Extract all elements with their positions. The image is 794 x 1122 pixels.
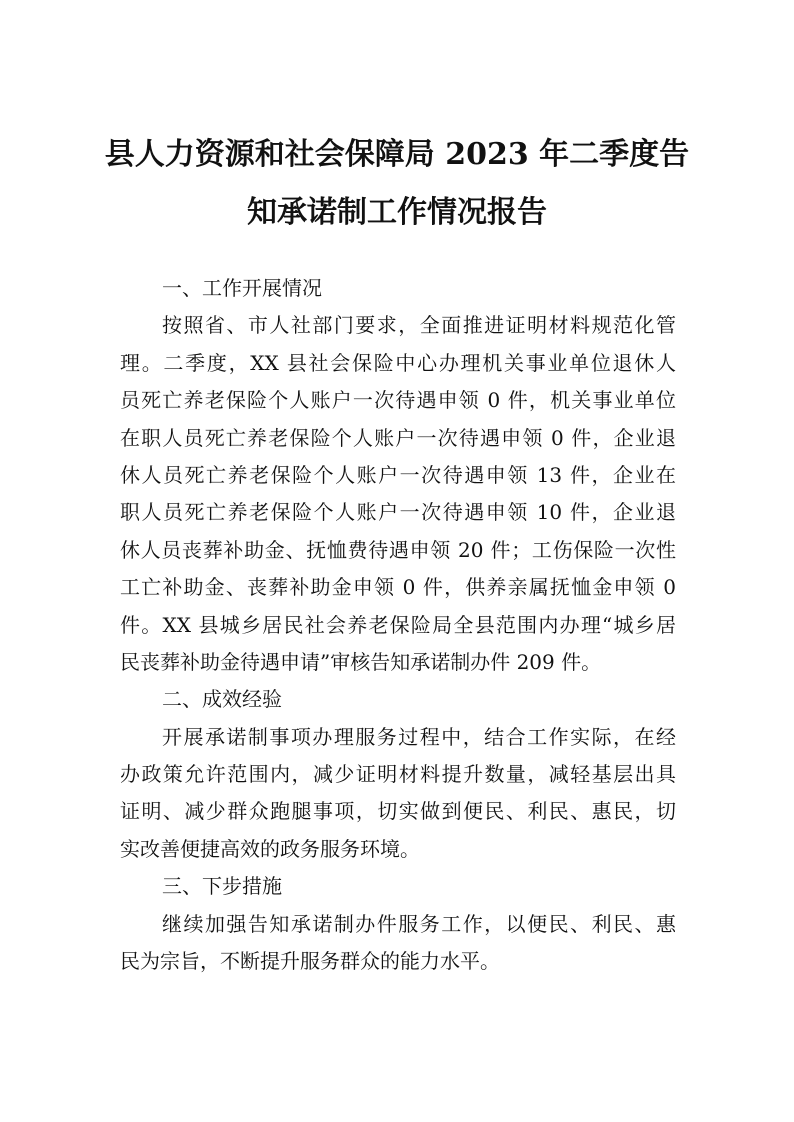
paragraph-line: 理。二季度，XX 县社会保险中心办理机关事业单位退休人	[120, 350, 676, 375]
document-title-line-1: 县人力资源和社会保障局 2023 年二季度告	[104, 137, 690, 172]
paragraph-line: 休人员死亡养老保险个人账户一次待遇申领 13 件，企业在	[120, 462, 676, 487]
section-heading-work-progress: 一、工作开展情况	[162, 276, 322, 300]
document-body	[120, 270, 676, 980]
paragraph-line: 继续加强告知承诺制办件服务工作，以便民、利民、惠	[162, 911, 676, 936]
paragraph-line: 件。XX 县城乡居民社会养老保险局全县范围内办理“城乡居	[120, 612, 676, 637]
paragraph-line: 在职人员死亡养老保险个人账户一次待遇申领 0 件，企业退	[120, 425, 676, 450]
paragraph-line: 员死亡养老保险个人账户一次待遇申领 0 件，机关事业单位	[120, 388, 676, 413]
paragraph-line: 职人员死亡养老保险个人账户一次待遇申领 10 件，企业退	[120, 500, 676, 525]
paragraph-line: 实改善便捷高效的政务服务环境。	[120, 836, 420, 861]
paragraph-line: 休人员丧葬补助金、抚恤费待遇申领 20 件；工伤保险一次性	[120, 537, 676, 562]
paragraph-line: 民为宗旨，不断提升服务群众的能力水平。	[120, 949, 500, 974]
section-heading-next-steps: 三、下步措施	[162, 874, 282, 899]
section-heading-results-experience: 二、成效经验	[162, 687, 282, 712]
document-title-line-2: 知承诺制工作情况报告	[247, 195, 547, 230]
paragraph-line: 民丧葬补助金待遇申请”审核告知承诺制办件 209 件。	[120, 649, 602, 674]
paragraph-line: 工亡补助金、丧葬补助金申领 0 件，供养亲属抚恤金申领 0	[120, 575, 676, 600]
paragraph-line: 按照省、市人社部门要求，全面推进证明材料规范化管	[162, 313, 676, 338]
paragraph-line: 办政策允许范围内，减少证明材料提升数量，减轻基层出具	[120, 762, 676, 787]
paragraph-line: 开展承诺制事项办理服务过程中，结合工作实际，在经	[162, 724, 676, 749]
paragraph-line: 证明、减少群众跑腿事项，切实做到便民、利民、惠民，切	[120, 799, 676, 824]
